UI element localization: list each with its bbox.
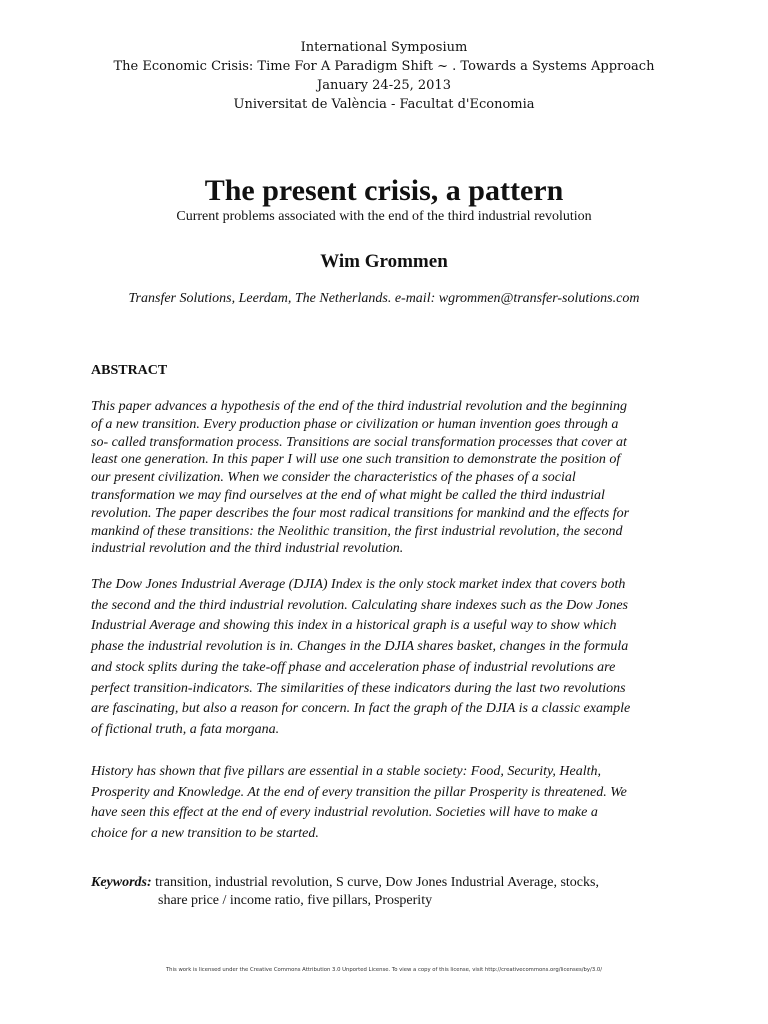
abstract-paragraph-1 [91,398,677,558]
text-line: phase the industrial revolution is in. Changes in the DJIA shares basket, changes in the formula [91,639,629,655]
text-line: our present civilization. When we consider the characteristics of the phases of a social [91,470,576,486]
text-line: of a new transition. Every production phase or civilization or human invention goes through a [91,416,619,432]
text-line: Industrial Average and showing this index in a historical graph is a useful way to show which [91,618,617,634]
text-line: least one generation. In this paper I will use one such transition to demonstrate the position of [91,452,621,468]
abstract-paragraph-2 [91,575,677,741]
paper-title: The present crisis, a pattern [204,174,564,207]
keywords-block [91,874,677,910]
abstract-heading: ABSTRACT [91,363,168,378]
symposium-date: January 24-25, 2013 [317,78,451,93]
text-line: The Dow Jones Industrial Average (DJIA) Index is the only stock market index that covers both [91,577,626,592]
text-line: This paper advances a hypothesis of the end of the third industrial revolution and the beginning [91,399,627,414]
symposium-venue: Universitat de València - Facultat d'Economia [233,97,535,112]
text-line: mankind of these transitions: the Neolithic transition, the first industrial revolution, the second [91,523,623,539]
symposium-name: International Symposium [300,40,468,55]
text-line: industrial revolution and the third industrial revolution. [91,541,404,557]
text-line: the second and the third industrial revolution. Calculating share indexes such as the Dow Jones [91,597,628,613]
text-line: transformation we may find ourselves at the end of what might be called the third industrial [91,487,605,503]
keywords-list: transition, industrial revolution, S curve, Dow Jones Industrial Average, stocks, [155,875,599,890]
text-line: are fascinating, but also a reason for concern. In fact the graph of the DJIA is a classic example [91,701,631,717]
keywords-line-2: share price / income ratio, five pillars, Prosperity [158,893,433,908]
keywords-label: Keywords: [91,875,152,890]
text-line: revolution. The paper describes the four most radical transitions for mankind and the effects for [91,505,630,521]
paper-subtitle: Current problems associated with the end of the third industrial revolution [176,209,592,224]
text-line: History has shown that five pillars are essential in a stable society: Food, Security, Health, [91,764,602,779]
author-affiliation: Transfer Solutions, Leerdam, The Netherlands. e-mail: wgrommen@transfer-solutions.com [128,291,640,306]
text-line: have seen this effect at the end of every industrial revolution. Societies will have to make a [91,805,598,820]
text-line: choice for a new transition to be started. [91,825,319,841]
text-line: perfect transition-indicators. The similarities of these indicators during the last two revolutions [91,680,626,696]
license-footer: This work is licensed under the Creative Commons Attribution 3.0 Unported License. To view a copy of this license, visit http://creativecommons.org/licenses/by/3.0/ [165,967,603,973]
text-line: so- called transformation process. Transitions are social transformation processes that cover at [91,434,627,450]
abstract-paragraph-3 [91,762,677,844]
text-line: of fictional truth, a fata morgana. [91,721,280,737]
text-line: and stock splits during the take-off phase and acceleration phase of industrial revolutions are [91,659,616,675]
keywords-line-1 [91,874,677,892]
author-name: Wim Grommen [320,251,448,272]
symposium-header [0,38,768,114]
text-line: Prosperity and Knowledge. At the end of every transition the pillar Prosperity is threatened. We [91,784,627,800]
symposium-theme: The Economic Crisis: Time For A Paradigm Shift ~ . Towards a Systems Approach [113,59,655,74]
